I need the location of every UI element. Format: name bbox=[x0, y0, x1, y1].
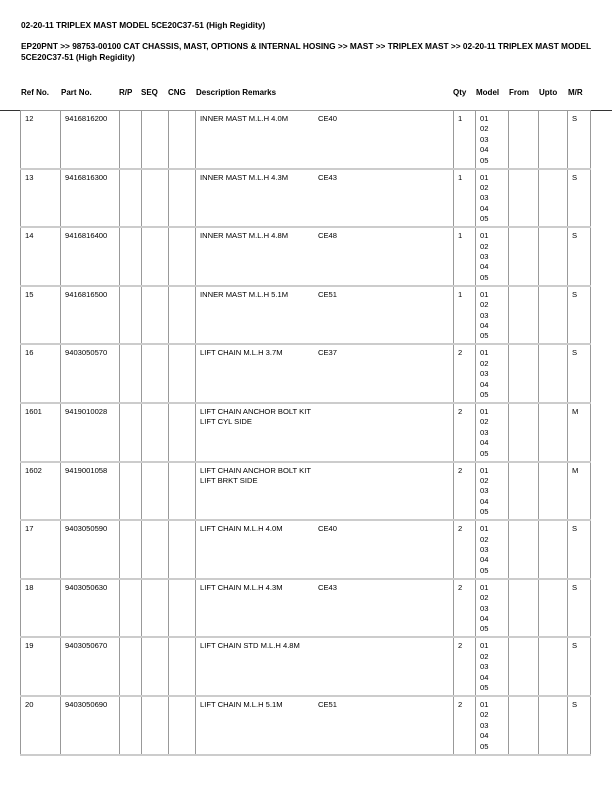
cng-cell bbox=[169, 169, 196, 228]
description-text: LIFT CHAIN M.L.H 5.1M bbox=[200, 699, 283, 709]
part-no-cell: 9419001058 bbox=[61, 462, 120, 521]
description-text: LIFT CHAIN ANCHOR BOLT KIT LIFT CYL SIDE bbox=[200, 406, 311, 427]
qty-cell: 2 bbox=[454, 637, 476, 696]
col-from: From bbox=[509, 88, 529, 97]
col-model: Model bbox=[476, 88, 500, 97]
description-cell bbox=[196, 111, 454, 169]
description-text: INNER MAST M.L.H 4.0M bbox=[200, 114, 289, 123]
col-part: Part No. bbox=[61, 88, 92, 97]
description-text: LIFT CHAIN M.L.H 3.7M bbox=[200, 348, 283, 358]
seq-cell bbox=[142, 403, 169, 462]
qty-cell: 2 bbox=[454, 403, 476, 462]
rp-cell bbox=[120, 696, 142, 755]
col-desc: Description Remarks bbox=[196, 88, 277, 97]
mr-cell: S bbox=[568, 637, 591, 696]
mr-cell: S bbox=[568, 696, 591, 755]
cng-cell bbox=[169, 344, 196, 403]
table-row bbox=[21, 227, 591, 286]
cng-cell bbox=[169, 520, 196, 579]
upto-cell bbox=[539, 227, 568, 286]
table-row bbox=[21, 696, 591, 755]
table-row bbox=[21, 111, 591, 169]
from-cell bbox=[509, 637, 539, 696]
parts-table bbox=[20, 110, 591, 756]
description-text: INNER MAST M.L.H 4.3M bbox=[200, 172, 289, 182]
seq-cell bbox=[142, 227, 169, 286]
description-cell bbox=[196, 286, 454, 345]
seq-cell bbox=[142, 111, 169, 169]
ref-cell: 15 bbox=[21, 286, 61, 345]
part-no-cell: 9403050670 bbox=[61, 637, 120, 696]
cng-cell bbox=[169, 579, 196, 638]
col-rp: R/P bbox=[119, 88, 133, 97]
mr-cell: S bbox=[568, 344, 591, 403]
model-cell: 01 02 03 04 05 bbox=[476, 403, 509, 462]
cng-cell bbox=[169, 286, 196, 345]
upto-cell bbox=[539, 696, 568, 755]
rp-cell bbox=[120, 462, 142, 521]
from-cell bbox=[509, 111, 539, 169]
from-cell bbox=[509, 344, 539, 403]
part-no-cell: 9416816300 bbox=[61, 169, 120, 228]
seq-cell bbox=[142, 286, 169, 345]
rp-cell bbox=[120, 520, 142, 579]
description-cell bbox=[196, 696, 454, 755]
qty-cell: 1 bbox=[454, 227, 476, 286]
description-text: LIFT CHAIN STD M.L.H 4.8M bbox=[200, 641, 300, 651]
ref-cell: 14 bbox=[21, 227, 61, 286]
seq-cell bbox=[142, 462, 169, 521]
ref-cell: 1601 bbox=[21, 403, 61, 462]
description-cell bbox=[196, 579, 454, 638]
rp-cell bbox=[120, 111, 142, 169]
cng-cell bbox=[169, 637, 196, 696]
remark-text: CE43 bbox=[318, 582, 337, 592]
part-no-cell: 9416816500 bbox=[61, 286, 120, 345]
seq-cell bbox=[142, 696, 169, 755]
model-cell: 01 02 03 04 05 bbox=[476, 579, 509, 638]
upto-cell bbox=[539, 520, 568, 579]
part-no-cell: 9403050630 bbox=[61, 579, 120, 638]
table-header bbox=[0, 88, 612, 111]
col-ref: Ref No. bbox=[21, 88, 49, 97]
mr-cell: S bbox=[568, 286, 591, 345]
ref-cell: 16 bbox=[21, 344, 61, 403]
qty-cell: 2 bbox=[454, 579, 476, 638]
table-row bbox=[21, 344, 591, 403]
ref-cell: 13 bbox=[21, 169, 61, 228]
model-cell: 01 02 03 04 05 bbox=[476, 462, 509, 521]
table-row bbox=[21, 403, 591, 462]
mr-cell: S bbox=[568, 579, 591, 638]
part-no-cell: 9416816400 bbox=[61, 227, 120, 286]
description-text: INNER MAST M.L.H 5.1M bbox=[200, 289, 289, 299]
qty-cell: 1 bbox=[454, 169, 476, 228]
qty-cell: 2 bbox=[454, 520, 476, 579]
table-row bbox=[21, 579, 591, 638]
description-cell bbox=[196, 169, 454, 228]
remark-text: CE40 bbox=[318, 524, 337, 534]
table-row bbox=[21, 169, 591, 228]
rp-cell bbox=[120, 227, 142, 286]
upto-cell bbox=[539, 637, 568, 696]
ref-cell: 1602 bbox=[21, 462, 61, 521]
description-cell bbox=[196, 520, 454, 579]
model-cell: 01 02 03 04 05 bbox=[476, 227, 509, 286]
model-cell: 01 02 03 04 05 bbox=[476, 520, 509, 579]
mr-cell: S bbox=[568, 169, 591, 228]
from-cell bbox=[509, 696, 539, 755]
from-cell bbox=[509, 579, 539, 638]
seq-cell bbox=[142, 344, 169, 403]
mr-cell: S bbox=[568, 520, 591, 579]
col-cng: CNG bbox=[168, 88, 186, 97]
rp-cell bbox=[120, 403, 142, 462]
part-no-cell: 9403050590 bbox=[61, 520, 120, 579]
rp-cell bbox=[120, 169, 142, 228]
upto-cell bbox=[539, 344, 568, 403]
seq-cell bbox=[142, 520, 169, 579]
description-text: LIFT CHAIN M.L.H 4.0M bbox=[200, 524, 283, 534]
description-text: LIFT CHAIN ANCHOR BOLT KIT LIFT BRKT SIDE bbox=[200, 465, 311, 485]
upto-cell bbox=[539, 111, 568, 169]
remark-text: CE51 bbox=[318, 289, 337, 299]
table-row bbox=[21, 286, 591, 345]
cng-cell bbox=[169, 403, 196, 462]
remark-text: CE40 bbox=[318, 114, 337, 123]
from-cell bbox=[509, 227, 539, 286]
part-no-cell: 9403050690 bbox=[61, 696, 120, 755]
qty-cell: 2 bbox=[454, 344, 476, 403]
model-cell: 01 02 03 04 05 bbox=[476, 111, 509, 169]
col-upto: Upto bbox=[539, 88, 558, 97]
part-no-cell: 9416816200 bbox=[61, 111, 120, 169]
cng-cell bbox=[169, 696, 196, 755]
from-cell bbox=[509, 520, 539, 579]
remark-text: CE51 bbox=[318, 699, 337, 709]
remark-text: CE43 bbox=[318, 172, 337, 182]
mr-cell: M bbox=[568, 403, 591, 462]
cng-cell bbox=[169, 111, 196, 169]
model-cell: 01 02 03 04 05 bbox=[476, 286, 509, 345]
remark-text: CE37 bbox=[318, 348, 337, 358]
from-cell bbox=[509, 462, 539, 521]
seq-cell bbox=[142, 579, 169, 638]
rp-cell bbox=[120, 286, 142, 345]
description-text: LIFT CHAIN M.L.H 4.3M bbox=[200, 582, 283, 592]
ref-cell: 17 bbox=[21, 520, 61, 579]
qty-cell: 1 bbox=[454, 286, 476, 345]
upto-cell bbox=[539, 579, 568, 638]
col-mr: M/R bbox=[568, 88, 583, 97]
mr-cell: S bbox=[568, 111, 591, 169]
model-cell: 01 02 03 04 05 bbox=[476, 169, 509, 228]
qty-cell: 2 bbox=[454, 696, 476, 755]
ref-cell: 19 bbox=[21, 637, 61, 696]
table-row bbox=[21, 462, 591, 521]
col-seq: SEQ bbox=[141, 88, 158, 97]
breadcrumb: EP20PNT >> 98753-00100 CAT CHASSIS, MAST, OPTIONS & INTERNAL HOSING >> MAST >> TRIPLEX MAST >> 02-20-11 TRIPLEX MAST MODEL 5CE20C37-51 (High Regidity) bbox=[21, 41, 591, 62]
seq-cell bbox=[142, 169, 169, 228]
model-cell: 01 02 03 04 05 bbox=[476, 637, 509, 696]
description-cell bbox=[196, 462, 454, 521]
ref-cell: 20 bbox=[21, 696, 61, 755]
table-row bbox=[21, 637, 591, 696]
from-cell bbox=[509, 169, 539, 228]
upto-cell bbox=[539, 403, 568, 462]
from-cell bbox=[509, 286, 539, 345]
description-cell bbox=[196, 344, 454, 403]
upto-cell bbox=[539, 286, 568, 345]
mr-cell: M bbox=[568, 462, 591, 521]
cng-cell bbox=[169, 227, 196, 286]
model-cell: 01 02 03 04 05 bbox=[476, 696, 509, 755]
qty-cell: 1 bbox=[454, 111, 476, 169]
description-cell bbox=[196, 637, 454, 696]
ref-cell: 12 bbox=[21, 111, 61, 169]
col-qty: Qty bbox=[453, 88, 467, 97]
description-cell bbox=[196, 403, 454, 462]
part-no-cell: 9419010028 bbox=[61, 403, 120, 462]
qty-cell: 2 bbox=[454, 462, 476, 521]
description-text: INNER MAST M.L.H 4.8M bbox=[200, 231, 289, 241]
remark-text: CE48 bbox=[318, 231, 337, 241]
rp-cell bbox=[120, 344, 142, 403]
rp-cell bbox=[120, 579, 142, 638]
mr-cell: S bbox=[568, 227, 591, 286]
rp-cell bbox=[120, 637, 142, 696]
upto-cell bbox=[539, 462, 568, 521]
upto-cell bbox=[539, 169, 568, 228]
description-cell bbox=[196, 227, 454, 286]
model-cell: 01 02 03 04 05 bbox=[476, 344, 509, 403]
table-row bbox=[21, 520, 591, 579]
ref-cell: 18 bbox=[21, 579, 61, 638]
cng-cell bbox=[169, 462, 196, 521]
part-no-cell: 9403050570 bbox=[61, 344, 120, 403]
from-cell bbox=[509, 403, 539, 462]
seq-cell bbox=[142, 637, 169, 696]
page-title: 02-20-11 TRIPLEX MAST MODEL 5CE20C37-51 (High Regidity) bbox=[21, 20, 266, 30]
